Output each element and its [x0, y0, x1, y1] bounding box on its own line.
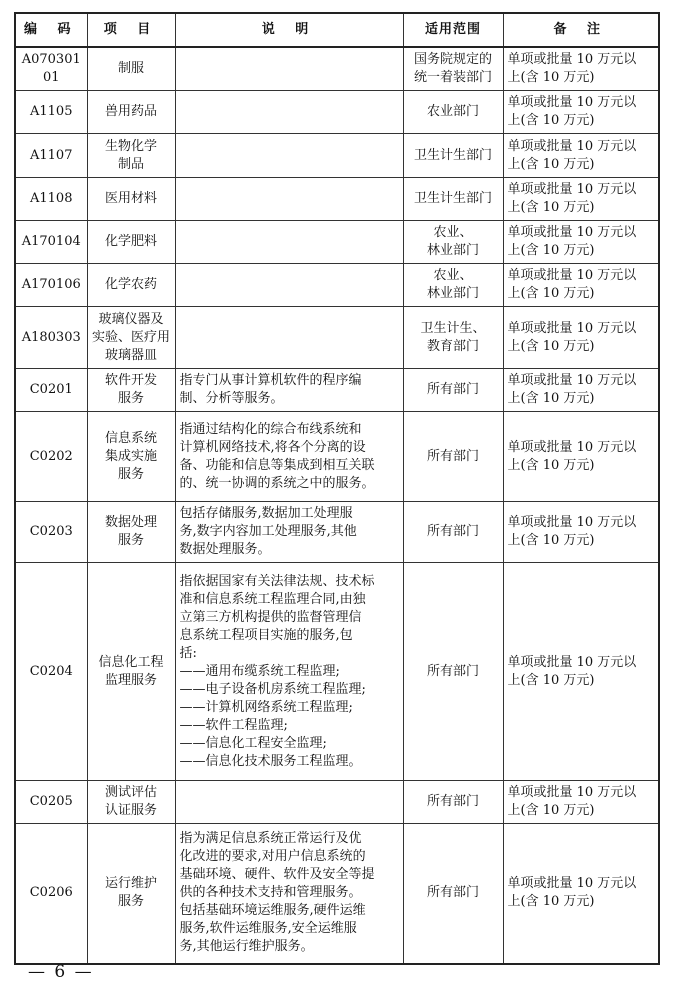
cell-item: [87, 502, 175, 563]
cell-item-line: 医用材料: [104, 191, 157, 206]
cell-item-line: 数据处理: [104, 515, 157, 530]
cell-code: C0201: [15, 369, 87, 412]
cell-description: [175, 134, 403, 178]
cell-note-line: 上(含 10 万元): [507, 894, 595, 910]
cell-note-line: 单项或批量 10 万元以: [507, 225, 637, 240]
cell-scope-line: 所有部门: [426, 663, 479, 679]
cell-note-line: 上(含 10 万元): [507, 803, 595, 818]
cell-note-line: 单项或批量 10 万元以: [507, 876, 637, 892]
cell-item-line: 制服: [117, 61, 144, 76]
cell-description-line: 包括基础环境运维服务,硬件运维: [179, 903, 366, 919]
cell-description-line: 务,其他运行维护服务。: [179, 939, 314, 955]
cell-note: [503, 47, 659, 91]
cell-scope-line: 卫生计生部门: [413, 147, 492, 163]
cell-note: [503, 369, 659, 412]
cell-scope: [403, 307, 503, 369]
cell-item: [87, 369, 175, 412]
table-row: [15, 824, 659, 964]
cell-item-line: 制品: [117, 156, 144, 172]
cell-note-line: 上(含 10 万元): [507, 286, 595, 301]
cell-scope-line: 所有部门: [426, 524, 479, 539]
cell-item-line: 化学肥料: [104, 234, 157, 249]
cell-note: [503, 91, 659, 134]
table-row: [15, 178, 659, 221]
cell-code: A170106: [15, 264, 87, 307]
cell-item: [87, 412, 175, 502]
cell-description: [175, 307, 403, 369]
cell-description-line: 包括存储服务,数据加工处理服: [179, 506, 353, 521]
cell-note-line: 单项或批量 10 万元以: [507, 52, 637, 67]
cell-scope-line: 林业部门: [426, 243, 479, 258]
cell-scope-line: 所有部门: [426, 885, 479, 901]
cell-scope: [403, 824, 503, 964]
cell-description: [175, 502, 403, 563]
table-row: [15, 264, 659, 307]
cell-note-line: 单项或批量 10 万元以: [507, 320, 637, 336]
cell-item-line: 服务: [117, 391, 144, 406]
cell-description-line: 供的各种技术支持和管理服务。: [179, 885, 362, 901]
cell-scope-line: 卫生计生、: [420, 320, 486, 336]
cell-item: [87, 563, 175, 781]
cell-item-line: 测试评估: [104, 785, 157, 800]
table-row: [15, 134, 659, 178]
cell-scope: [403, 781, 503, 824]
cell-description-line: 制、分析等服务。: [179, 391, 284, 406]
cell-scope: [403, 563, 503, 781]
cell-scope: [403, 91, 503, 134]
cell-note-line: 上(含 10 万元): [507, 243, 595, 258]
cell-scope-line: 所有部门: [426, 448, 479, 464]
cell-code: C0205: [15, 781, 87, 824]
cell-description-line: 计算机网络技术,将各个分离的设: [179, 439, 366, 455]
cell-item: [87, 47, 175, 91]
cell-description-line: ——信息化技术服务工程监理。: [179, 753, 362, 769]
cell-scope-line: 所有部门: [426, 794, 479, 809]
cell-code: C0203: [15, 502, 87, 563]
cell-description: [175, 781, 403, 824]
cell-item-line: 服务: [117, 533, 144, 548]
cell-scope-line: 统一着装部门: [413, 70, 492, 85]
cell-description-line: 指为满足信息系统正常运行及优: [179, 831, 362, 847]
cell-scope: [403, 134, 503, 178]
cell-scope-line: 农业部门: [426, 104, 479, 119]
header-note: 备 注: [503, 13, 659, 47]
cell-note: [503, 264, 659, 307]
cell-note-line: 上(含 10 万元): [507, 70, 595, 85]
cell-description-line: ——通用布缆系统工程监理;: [179, 663, 340, 679]
cell-description: [175, 264, 403, 307]
cell-description-line: ——电子设备机房系统工程监理;: [179, 681, 366, 697]
cell-description: [175, 563, 403, 781]
table-row: [15, 307, 659, 369]
cell-item-line: 服务: [117, 466, 144, 482]
cell-item-line: 监理服务: [104, 672, 157, 688]
cell-note: [503, 412, 659, 502]
cell-description-line: ——软件工程监理;: [179, 717, 288, 733]
cell-item-line: 信息化工程: [98, 654, 164, 670]
cell-note-line: 上(含 10 万元): [507, 391, 595, 406]
page-number: — 6 —: [28, 962, 94, 982]
cell-description-line: 基础环境、硬件、软件及安全等提: [179, 867, 375, 883]
cell-item: [87, 781, 175, 824]
cell-scope: [403, 178, 503, 221]
header-scope: 适用范围: [403, 13, 503, 47]
cell-scope: [403, 221, 503, 264]
cell-scope: [403, 412, 503, 502]
cell-scope: [403, 47, 503, 91]
cell-item-line: 生物化学: [104, 138, 157, 154]
cell-note: [503, 502, 659, 563]
cell-item: [87, 178, 175, 221]
table-row: [15, 369, 659, 412]
cell-description-line: 指依据国家有关法律法规、技术标: [179, 573, 375, 589]
cell-note-line: 上(含 10 万元): [507, 457, 595, 473]
header-description: 说 明: [175, 13, 403, 47]
cell-description: [175, 412, 403, 502]
cell-note: [503, 307, 659, 369]
cell-note-line: 单项或批量 10 万元以: [507, 373, 637, 388]
table-body: [15, 47, 659, 964]
cell-note-line: 单项或批量 10 万元以: [507, 95, 637, 110]
cell-note: [503, 221, 659, 264]
cell-item-line: 化学农药: [104, 277, 157, 292]
cell-note-line: 上(含 10 万元): [507, 113, 595, 128]
cell-note-line: 单项或批量 10 万元以: [507, 439, 637, 455]
cell-note-line: 上(含 10 万元): [507, 533, 595, 548]
cell-description-line: 务,数字内容加工处理服务,其他: [179, 524, 357, 539]
cell-description-line: 服务,软件运维服务,安全运维服: [179, 921, 357, 937]
cell-description-line: 化改进的要求,对用户信息系统的: [179, 849, 366, 865]
cell-scope: [403, 502, 503, 563]
table-row: [15, 47, 659, 91]
cell-description-line: ——信息化工程安全监理;: [179, 735, 327, 751]
cell-note-line: 单项或批量 10 万元以: [507, 515, 637, 530]
cell-scope: [403, 264, 503, 307]
cell-code: A1108: [15, 178, 87, 221]
cell-description: [175, 91, 403, 134]
cell-note-line: 单项或批量 10 万元以: [507, 785, 637, 800]
cell-item-line: 服务: [117, 894, 144, 910]
cell-item-line: 软件开发: [104, 373, 157, 388]
cell-note-line: 上(含 10 万元): [507, 338, 595, 354]
table-row: [15, 502, 659, 563]
cell-item-line: 集成实施: [104, 448, 157, 464]
table-row: [15, 412, 659, 502]
cell-description-line: 指通过结构化的综合布线系统和: [179, 421, 362, 437]
cell-item-line: 玻璃仪器及: [98, 311, 164, 327]
cell-item: [87, 221, 175, 264]
cell-description: [175, 47, 403, 91]
cell-scope-line: 卫生计生部门: [413, 191, 492, 206]
cell-code: A180303: [15, 307, 87, 369]
cell-code: C0204: [15, 563, 87, 781]
cell-item-line: 认证服务: [104, 803, 157, 818]
table-header: [15, 13, 659, 47]
cell-code: A1105: [15, 91, 87, 134]
cell-note: [503, 563, 659, 781]
cell-scope-line: 所有部门: [426, 382, 479, 397]
cell-description-line: ——计算机网络系统工程监理;: [179, 699, 353, 715]
cell-description-line: 括:: [179, 645, 197, 661]
cell-description-line: 数据处理服务。: [179, 542, 271, 557]
cell-scope: [403, 369, 503, 412]
cell-scope-line: 农业、: [433, 268, 473, 283]
cell-note: [503, 178, 659, 221]
cell-code: A1107: [15, 134, 87, 178]
cell-item: [87, 134, 175, 178]
procurement-catalog-table: [14, 12, 660, 965]
cell-note-line: 上(含 10 万元): [507, 200, 595, 215]
cell-item-line: 信息系统: [104, 430, 157, 446]
cell-code: C0206: [15, 824, 87, 964]
cell-item: [87, 264, 175, 307]
cell-note-line: 上(含 10 万元): [507, 156, 595, 172]
cell-scope-line: 林业部门: [426, 286, 479, 301]
table-row: [15, 781, 659, 824]
cell-note-line: 单项或批量 10 万元以: [507, 182, 637, 197]
cell-note: [503, 134, 659, 178]
cell-scope-line: 教育部门: [426, 338, 479, 354]
header-item: 项 目: [87, 13, 175, 47]
cell-code: A170104: [15, 221, 87, 264]
cell-note-line: 单项或批量 10 万元以: [507, 654, 637, 670]
cell-description-line: 的、统一协调的系统之中的服务。: [179, 475, 375, 491]
cell-item: [87, 91, 175, 134]
cell-item-line: 玻璃器皿: [104, 347, 157, 363]
cell-description: [175, 824, 403, 964]
cell-description-line: 准和信息系统工程监理合同,由独: [179, 591, 366, 607]
cell-note-line: 单项或批量 10 万元以: [507, 268, 637, 283]
cell-note: [503, 781, 659, 824]
cell-description-line: 备、功能和信息等集成到相互关联: [179, 457, 375, 473]
cell-scope-line: 国务院规定的: [413, 52, 492, 67]
table-row: [15, 221, 659, 264]
table-row: [15, 91, 659, 134]
cell-description: [175, 369, 403, 412]
cell-item: [87, 307, 175, 369]
cell-note-line: 上(含 10 万元): [507, 672, 595, 688]
cell-code: C0202: [15, 412, 87, 502]
cell-note-line: 单项或批量 10 万元以: [507, 138, 637, 154]
cell-description-line: 息系统工程项目实施的服务,包: [179, 627, 353, 643]
cell-item-line: 实验、医疗用: [91, 329, 170, 345]
cell-item: [87, 824, 175, 964]
cell-description: [175, 178, 403, 221]
cell-description-line: 指专门从事计算机软件的程序编: [179, 373, 362, 388]
cell-note: [503, 824, 659, 964]
cell-description-line: 立第三方机构提供的监督管理信: [179, 609, 362, 625]
table-row: [15, 563, 659, 781]
cell-item-line: 兽用药品: [104, 104, 157, 119]
cell-code: A07030101: [15, 47, 87, 91]
cell-item-line: 运行维护: [104, 876, 157, 892]
header-code: 编 码: [15, 13, 87, 47]
cell-scope-line: 农业、: [433, 225, 473, 240]
cell-description: [175, 221, 403, 264]
